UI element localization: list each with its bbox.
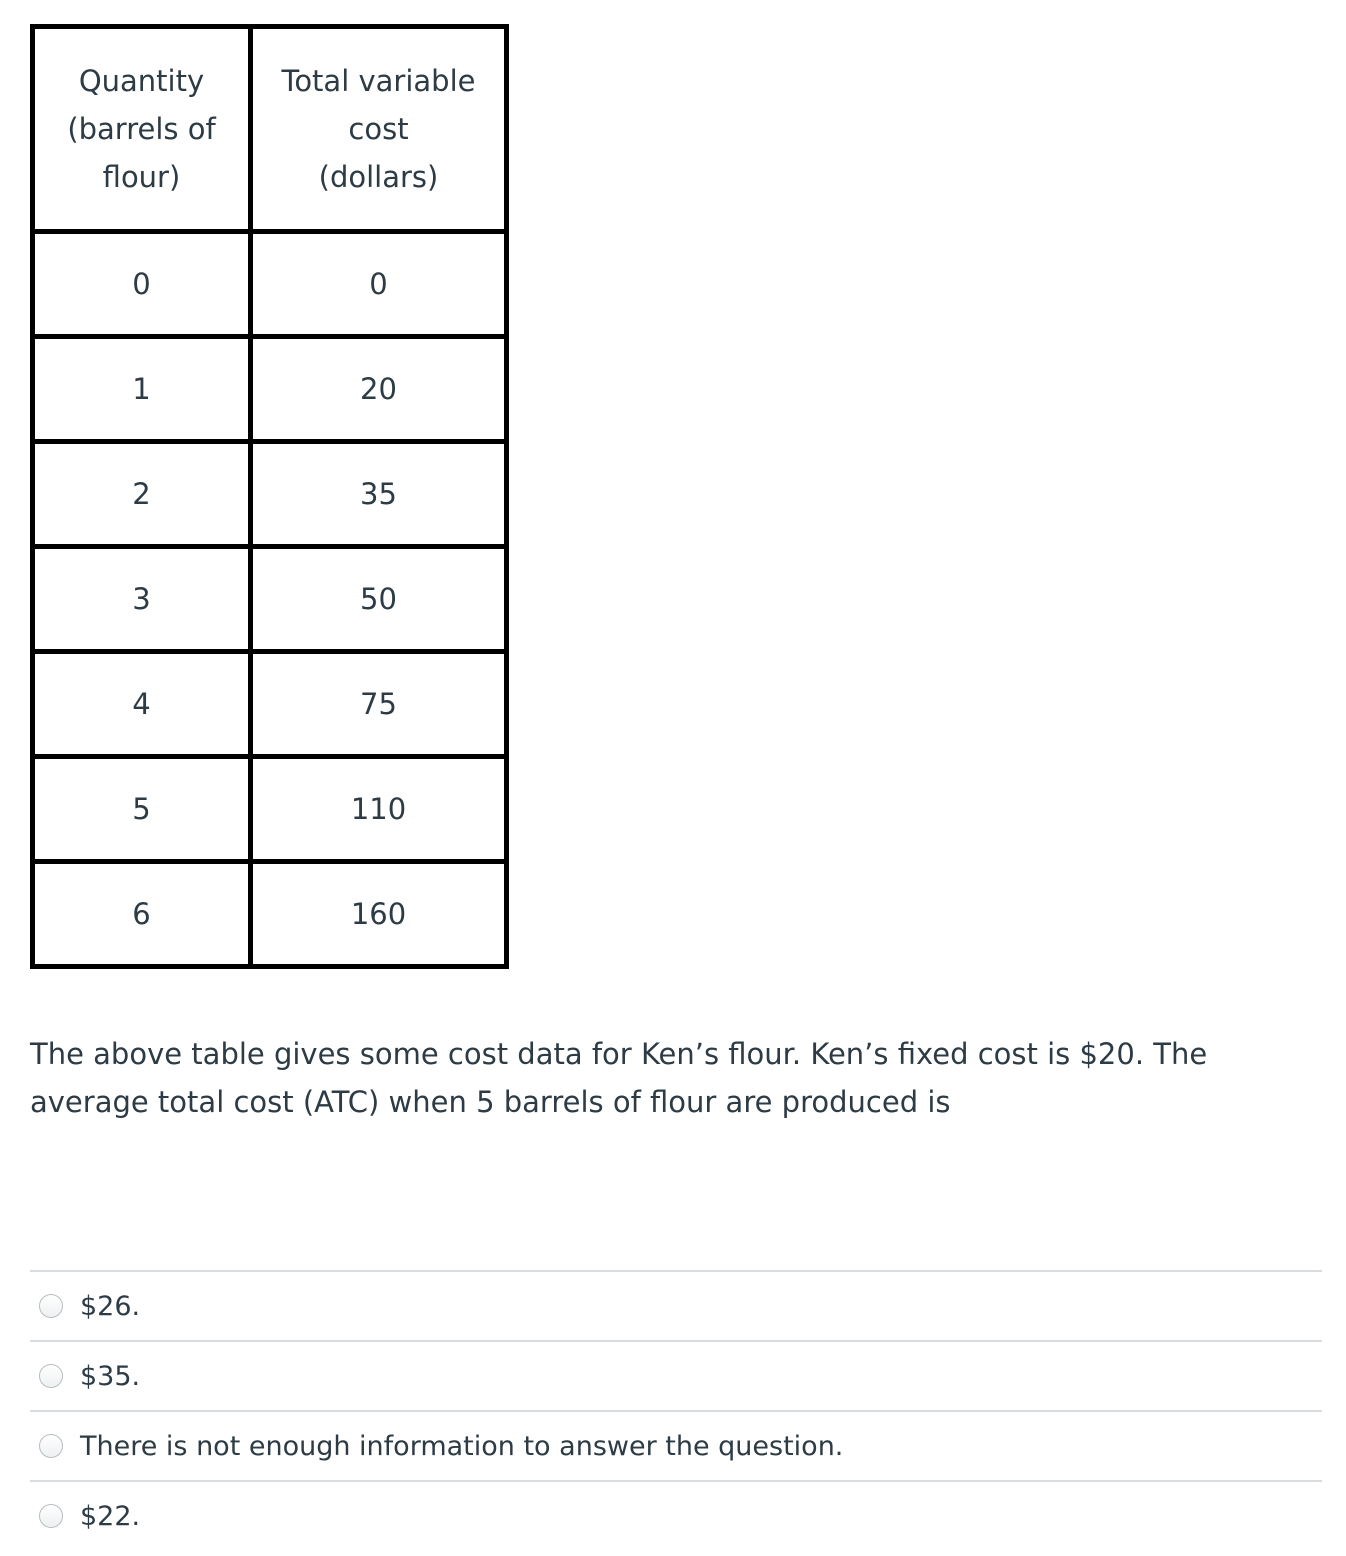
quantity-cell: 2	[33, 442, 251, 547]
tvc-cell: 160	[251, 862, 507, 967]
tvc-header-line: cost	[348, 112, 409, 146]
tvc-header-line: (dollars)	[318, 160, 439, 194]
answer-label[interactable]: $35.	[80, 1360, 141, 1392]
answer-label[interactable]: $26.	[80, 1290, 141, 1322]
quantity-cell: 1	[33, 337, 251, 442]
tvc-cell: 75	[251, 652, 507, 757]
table-row	[33, 547, 507, 652]
tvc-cell: 0	[251, 232, 507, 337]
tvc-cell: 35	[251, 442, 507, 547]
radio-button-icon[interactable]	[39, 1434, 63, 1458]
quantity-cell: 6	[33, 862, 251, 967]
table-row	[33, 442, 507, 547]
radio-button-icon[interactable]	[39, 1504, 63, 1528]
quantity-cell: 3	[33, 547, 251, 652]
table-row	[33, 757, 507, 862]
cost-data-table	[30, 24, 509, 969]
tvc-cell: 20	[251, 337, 507, 442]
answer-option[interactable]	[30, 1480, 1322, 1550]
quantity-header-line: flour)	[102, 160, 181, 194]
table-row	[33, 652, 507, 757]
question-text: The above table gives some cost data for Ken’s flour. Ken’s fixed cost is $20. The average total cost (ATC) when 5 barrels of flour are produced is	[30, 1037, 1208, 1119]
quantity-column-header	[33, 27, 251, 232]
answer-choices	[30, 1270, 1322, 1550]
answer-option[interactable]	[30, 1270, 1322, 1340]
table-header-row	[33, 27, 507, 232]
answer-option[interactable]	[30, 1410, 1322, 1480]
radio-button-icon[interactable]	[39, 1294, 63, 1318]
answer-label[interactable]: There is not enough information to answer the question.	[80, 1430, 844, 1462]
radio-button-icon[interactable]	[39, 1364, 63, 1388]
table-row	[33, 337, 507, 442]
quantity-header-line: (barrels of	[67, 112, 216, 146]
tvc-header-line: Total variable	[281, 64, 476, 98]
answer-option[interactable]	[30, 1340, 1322, 1410]
answer-label[interactable]: $22.	[80, 1500, 141, 1532]
table-row	[33, 232, 507, 337]
quantity-cell: 5	[33, 757, 251, 862]
table-row	[33, 862, 507, 967]
quantity-cell: 0	[33, 232, 251, 337]
tvc-cell: 110	[251, 757, 507, 862]
quantity-cell: 4	[33, 652, 251, 757]
tvc-column-header	[251, 27, 507, 232]
quantity-header-line: Quantity	[78, 64, 205, 98]
tvc-cell: 50	[251, 547, 507, 652]
